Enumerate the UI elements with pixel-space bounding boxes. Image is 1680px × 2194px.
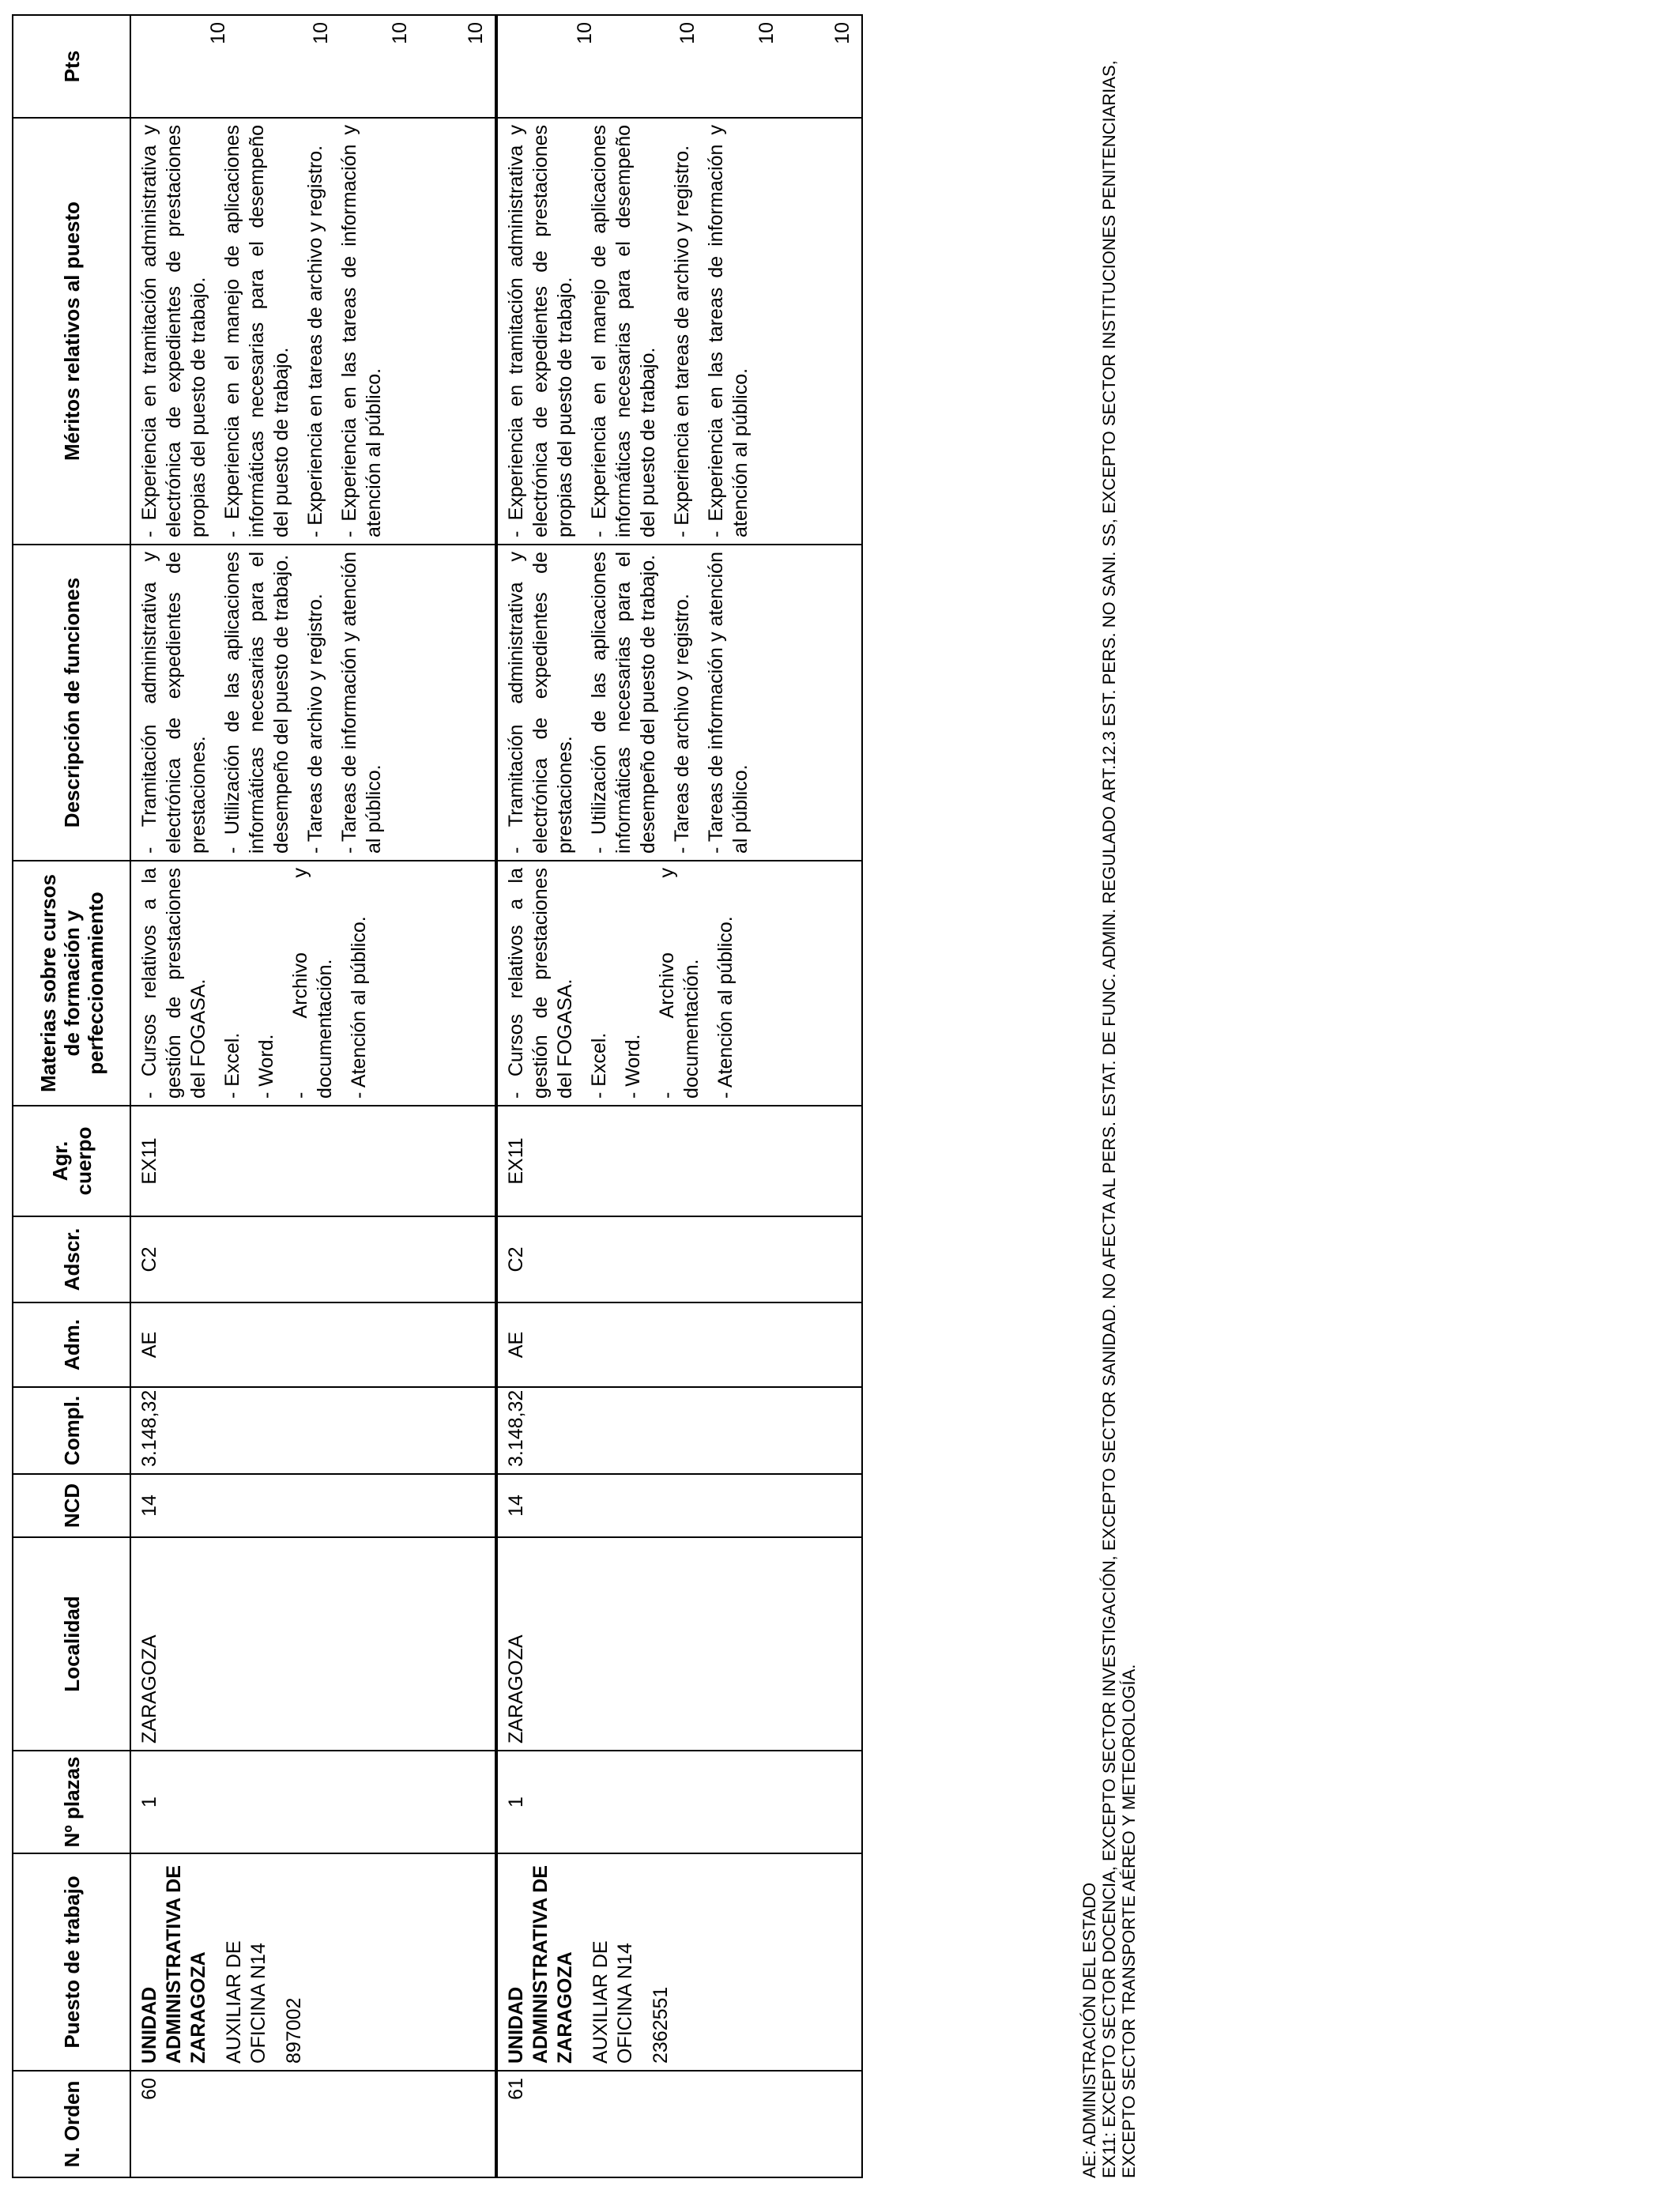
table-row [130, 15, 496, 2177]
list-item: - Tareas de información y atención al público. [338, 552, 385, 854]
plazas-cell: 1 [130, 1751, 496, 1853]
materias-cell [130, 861, 496, 1106]
list-item: - Experiencia en tramitación administrativa y electrónica de expedientes de prestaciones propias del puesto de trabajo. [505, 125, 576, 537]
header-orden: N. Orden [13, 2071, 130, 2177]
meritos-cell [130, 118, 496, 545]
list-item: - Utilización de las aplicaciones informáticas necesarias para el desempeño del puesto de trabajo. [588, 552, 659, 854]
adm-cell: AE [130, 1302, 496, 1387]
header-compl: Compl. [13, 1387, 130, 1474]
unidad-name: UNIDAD ADMINISTRATIVA DE ZARAGOZA [505, 1865, 576, 2064]
list-item: - Experiencia en el manejo de aplicaciones informáticas necesarias para el desempeño del puesto de trabajo. [588, 125, 659, 537]
pts-cell [496, 15, 862, 118]
puesto-name: AUXILIAR DE OFICINA N14 [590, 1940, 636, 2064]
header-meritos: Méritos relativos al puesto [13, 118, 130, 545]
orden-cell: 61 [496, 2071, 862, 2177]
pts-value: 10 [676, 22, 699, 44]
header-adscr: Adscr. [13, 1216, 130, 1302]
pts-value: 10 [831, 22, 853, 44]
list-item: - Archivo y documentación. [289, 868, 336, 1099]
meritos-cell [496, 118, 862, 545]
adscr-cell: C2 [130, 1216, 496, 1302]
footnotes [1079, 13, 1139, 2178]
list-item: - Tramitación administrativa y electrónica de expedientes de prestaciones. [505, 552, 576, 854]
footnote-line: EXCEPTO SECTOR TRANSPORTE AÉREO Y METEOROLOGÍA. [1119, 1664, 1139, 2178]
adm-cell: AE [496, 1302, 862, 1387]
header-agr: Agr. cuerpo [13, 1106, 130, 1216]
unidad-name: UNIDAD ADMINISTRATIVA DE ZARAGOZA [138, 1865, 209, 2064]
header-puesto: Puesto de trabajo [13, 1853, 130, 2071]
list-item: - Word. [255, 1034, 277, 1099]
header-adm: Adm. [13, 1302, 130, 1387]
list-item: - Tareas de archivo y registro. [304, 594, 326, 854]
agr-cell: EX11 [496, 1106, 862, 1216]
positions-table [12, 14, 863, 2178]
pts-value: 10 [465, 22, 487, 44]
list-item: - Excel. [588, 1032, 610, 1099]
materias-cell [496, 861, 862, 1106]
pts-value: 10 [389, 22, 411, 44]
list-item: - Archivo y documentación. [656, 868, 703, 1099]
puesto-code: 897002 [283, 1997, 305, 2064]
localidad-cell: ZARAGOZA [130, 1537, 496, 1751]
pts-cell [130, 15, 496, 118]
footnote-line: AE: ADMINISTRACIÓN DEL ESTADO [1079, 1882, 1099, 2178]
list-item: - Atención al público. [348, 916, 370, 1099]
header-row [13, 15, 130, 2177]
plazas-cell: 1 [496, 1751, 862, 1853]
list-item: - Excel. [221, 1032, 243, 1099]
orden-cell: 60 [130, 2071, 496, 2177]
list-item: - Cursos relativos a la gestión de prestaciones del FOGASA. [138, 868, 209, 1099]
agr-cell: EX11 [130, 1106, 496, 1216]
list-item: - Experiencia en tareas de archivo y registro. [304, 145, 326, 537]
compl-cell: 3.148,32 [130, 1387, 496, 1474]
ncd-cell: 14 [130, 1474, 496, 1537]
footnote-line: EX11: EXCEPTO SECTOR DOCENCIA, EXCEPTO SECTOR INVESTIGACIÓN, EXCEPTO SECTOR SANIDAD. NO AFECTA AL PERS. ESTAT. DE FUNC. ADMIN. REGULADO ART.12.3 EST. PERS. NO SANI. SS, EXCEPTO SECTOR INSTITUCIONES PENITENCIARIAS, [1099, 60, 1119, 2178]
pts-value: 10 [755, 22, 778, 44]
header-localidad: Localidad [13, 1537, 130, 1751]
pts-value: 10 [310, 22, 332, 44]
funciones-cell [130, 545, 496, 861]
pts-value: 10 [574, 22, 596, 44]
list-item: - Atención al público. [714, 916, 736, 1099]
header-materias: Materias sobre cursos de formación y perfeccionamiento [13, 861, 130, 1106]
localidad-cell: ZARAGOZA [496, 1537, 862, 1751]
list-item: - Cursos relativos a la gestión de prestaciones del FOGASA. [505, 868, 576, 1099]
compl-cell: 3.148,32 [496, 1387, 862, 1474]
list-item: - Utilización de las aplicaciones informáticas necesarias para el desempeño del puesto de trabajo. [221, 552, 292, 854]
list-item: - Word. [622, 1034, 644, 1099]
header-plazas: Nº plazas [13, 1751, 130, 1853]
list-item: - Tramitación administrativa y electrónica de expedientes de prestaciones. [138, 552, 209, 854]
list-item: - Experiencia en las tareas de información y atención al público. [705, 125, 751, 537]
header-funciones: Descripción de funciones [13, 545, 130, 861]
list-item: - Tareas de archivo y registro. [671, 594, 693, 854]
puesto-cell [130, 1853, 496, 2071]
list-item: - Experiencia en tramitación administrativa y electrónica de expedientes de prestaciones propias del puesto de trabajo. [138, 125, 209, 537]
puesto-name: AUXILIAR DE OFICINA N14 [223, 1940, 269, 2064]
puesto-cell [496, 1853, 862, 2071]
pts-value: 10 [207, 22, 229, 44]
header-ncd: NCD [13, 1474, 130, 1537]
ncd-cell: 14 [496, 1474, 862, 1537]
puesto-code: 2362551 [650, 1986, 672, 2064]
list-item: - Experiencia en las tareas de información y atención al público. [338, 125, 385, 537]
header-pts: Pts [13, 15, 130, 118]
adscr-cell: C2 [496, 1216, 862, 1302]
table-row [496, 15, 862, 2177]
funciones-cell [496, 545, 862, 861]
list-item: - Experiencia en tareas de archivo y registro. [671, 145, 693, 537]
list-item: - Experiencia en el manejo de aplicaciones informáticas necesarias para el desempeño del puesto de trabajo. [221, 125, 292, 537]
list-item: - Tareas de información y atención al público. [705, 552, 751, 854]
